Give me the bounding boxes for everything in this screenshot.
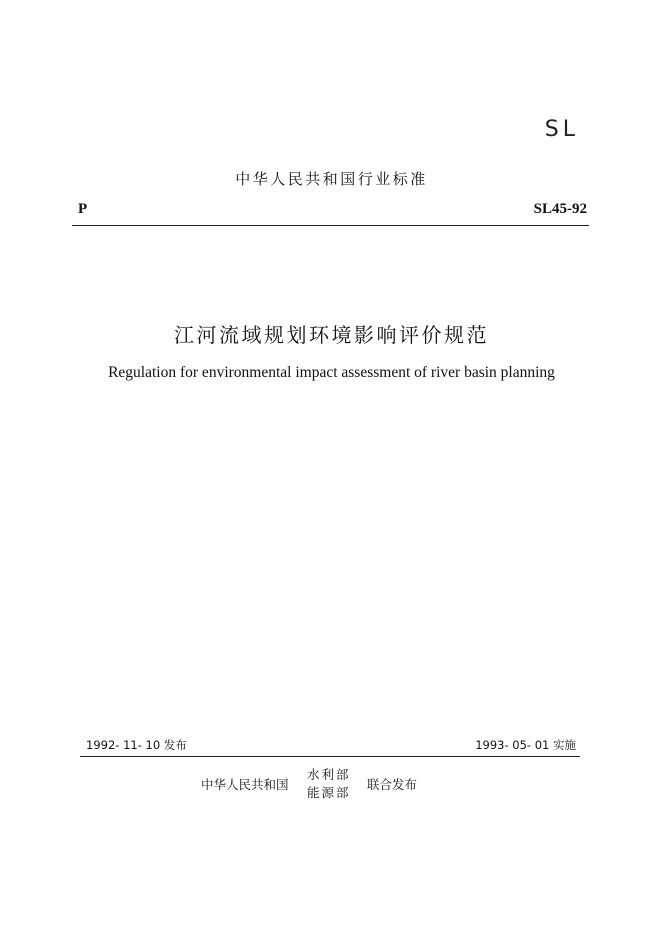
footer-divider	[80, 756, 580, 757]
series-code-mark: SL	[544, 117, 579, 142]
header-divider	[72, 225, 589, 226]
document-title-chinese: 江河流域规划环境影响评价规范	[174, 323, 489, 347]
ministry-energy: 能源部	[307, 785, 351, 800]
ministry-water-resources: 水利部	[307, 767, 351, 782]
joint-issue-label: 联合发布	[367, 777, 418, 792]
issuer-country: 中华人民共和国	[201, 777, 289, 792]
standard-number: SL45-92	[533, 201, 587, 217]
document-title-english: Regulation for environmental impact assessment of river basin planning	[108, 364, 555, 381]
category-code: P	[78, 201, 88, 217]
effective-date: 1993- 05- 01 实施	[475, 738, 576, 752]
standard-type-heading: 中华人民共和国行业标准	[235, 170, 428, 188]
issue-date: 1992- 11- 10 发布	[86, 738, 187, 752]
